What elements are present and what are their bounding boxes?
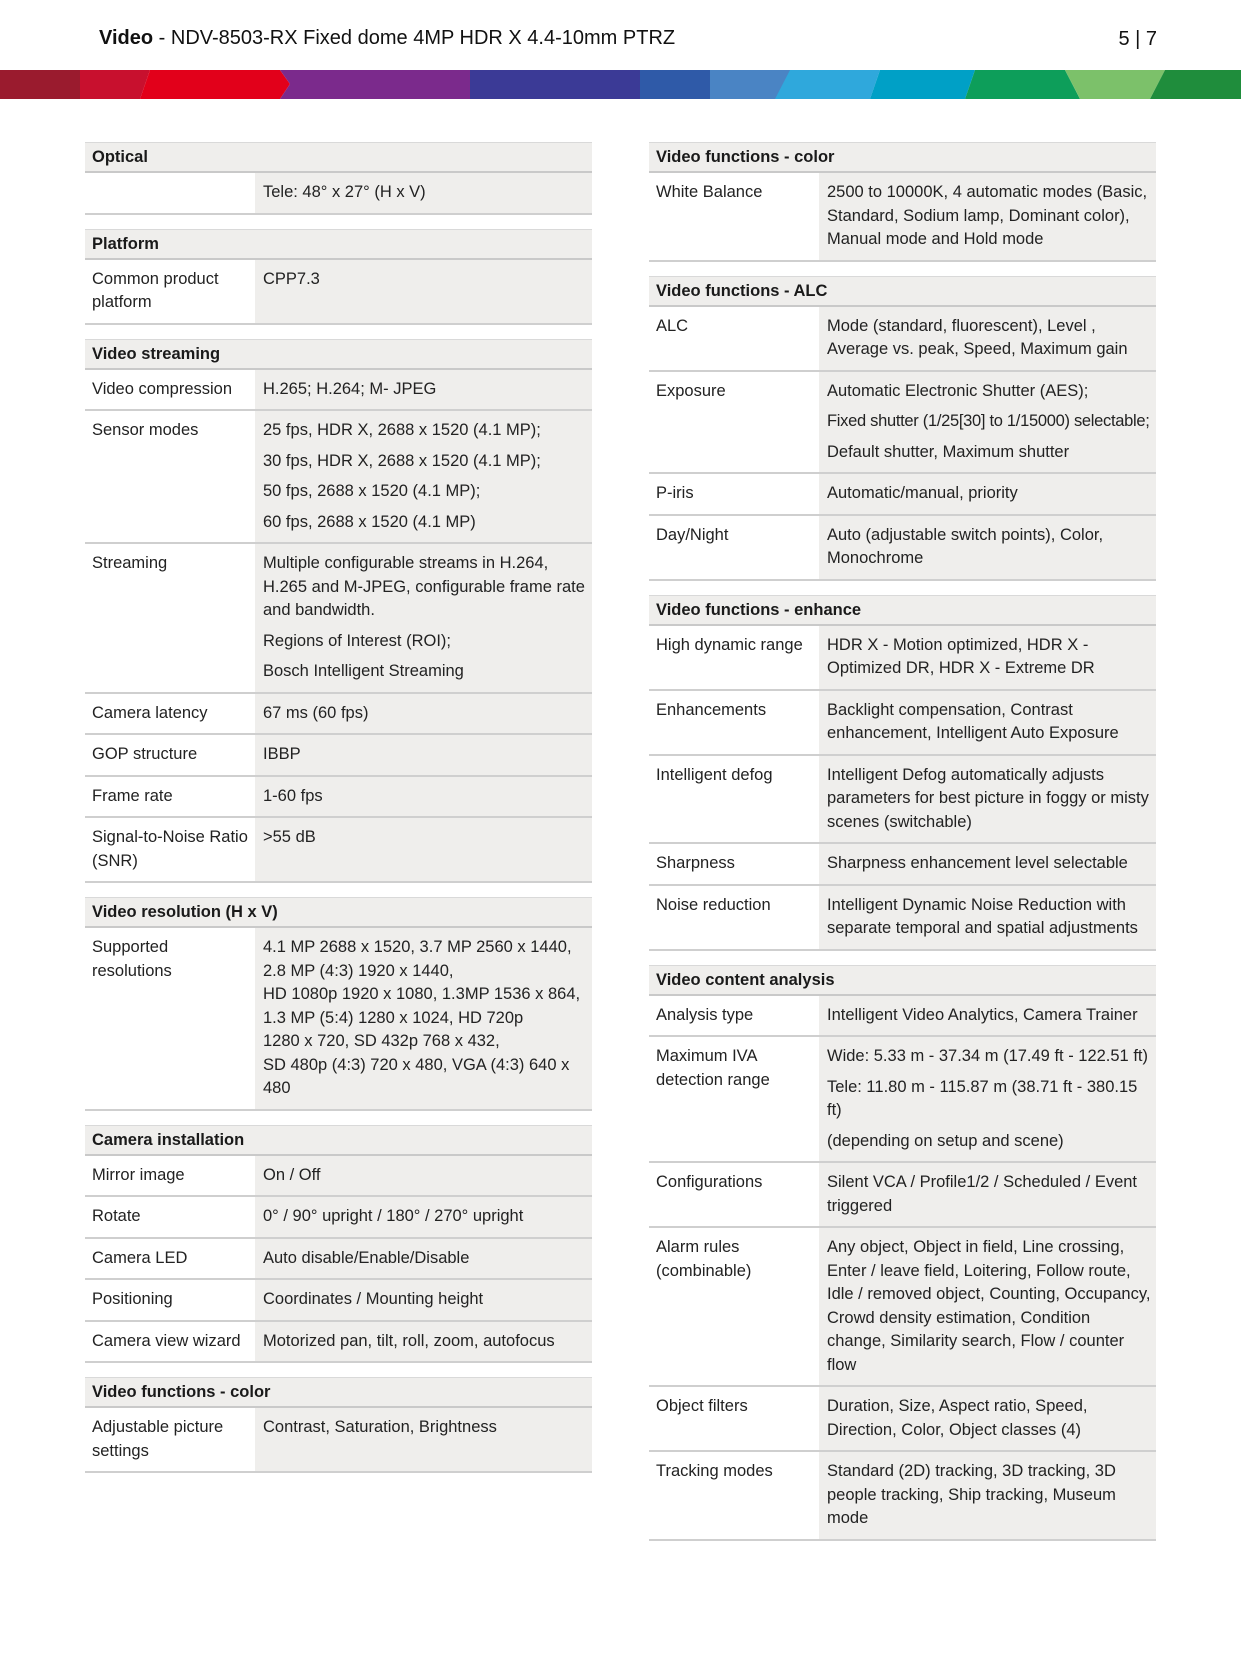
section-video-content-analysis <box>649 965 1156 1541</box>
spec-row <box>85 544 592 694</box>
spec-label: Object filters <box>649 1387 819 1450</box>
spec-row <box>85 735 592 777</box>
spec-value: 4.1 MP 2688 x 1520, 3.7 MP 2560 x 1440, 2.8 MP (4:3) 1920 x 1440, HD 1080p 1920 x 1080, 1.3MP 1536 x 864, 1.3 MP (5:4) 1280 x 1024, HD 720p 1280 x 720, SD 432p 768 x 432, SD 480p (4:3) 720 x 480, VGA (4:3) 640 x 480 <box>255 928 592 1109</box>
spec-row <box>649 474 1156 516</box>
spec-value: Intelligent Dynamic Noise Reduction with separate temporal and spatial adjustments <box>819 886 1156 949</box>
spec-row <box>649 1387 1156 1452</box>
spec-row <box>649 1037 1156 1163</box>
band-segment <box>1065 70 1165 99</box>
spec-row <box>85 173 592 215</box>
spec-label: Common product platform <box>85 260 255 323</box>
section-video-streaming <box>85 339 592 884</box>
spec-row <box>85 1239 592 1281</box>
section-platform <box>85 229 592 325</box>
section-title: Video streaming <box>85 339 592 370</box>
spec-row <box>649 307 1156 372</box>
spec-value: Automatic Electronic Shutter (AES); Fixed shutter (1/25[30] to 1/15000) selectable; Default shutter, Maximum shutter <box>819 372 1156 473</box>
spec-value: Multiple configurable streams in H.264, H.265 and M-JPEG, configurable frame rate and bandwidth. Regions of Interest (ROI); Bosch Intelligent Streaming <box>255 544 592 692</box>
spec-value: Duration, Size, Aspect ratio, Speed, Direction, Color, Object classes (4) <box>819 1387 1156 1450</box>
spec-value: 1-60 fps <box>255 777 592 817</box>
spec-value: On / Off <box>255 1156 592 1196</box>
spec-value: Wide: 5.33 m - 37.34 m (17.49 ft - 122.51 ft) Tele: 11.80 m - 115.87 m (38.71 ft - 380.15 ft) (depending on setup and scene) <box>819 1037 1156 1161</box>
page-number: 5 | 7 <box>1118 28 1157 50</box>
section-title: Video content analysis <box>649 965 1156 996</box>
band-segment <box>280 70 470 99</box>
section-video-resolution <box>85 897 592 1111</box>
spec-row <box>85 370 592 412</box>
spec-row <box>649 844 1156 886</box>
spec-label: Signal-to-Noise Ratio (SNR) <box>85 818 255 881</box>
spec-label: Mirror image <box>85 1156 255 1196</box>
band-segment <box>775 70 880 99</box>
spec-value: Coordinates / Mounting height <box>255 1280 592 1320</box>
spec-row <box>649 996 1156 1038</box>
spec-label: Sharpness <box>649 844 819 884</box>
header-section: Video <box>99 27 154 49</box>
spec-label: Analysis type <box>649 996 819 1036</box>
section-title: Optical <box>85 142 592 173</box>
spec-label: Configurations <box>649 1163 819 1226</box>
spec-label: Alarm rules (combinable) <box>649 1228 819 1385</box>
spec-row <box>649 516 1156 581</box>
section-video-functions-color <box>649 142 1156 262</box>
left-column <box>85 142 592 1487</box>
spec-row <box>649 1228 1156 1387</box>
spec-row <box>85 777 592 819</box>
section-title: Video resolution (H x V) <box>85 897 592 928</box>
spec-label: Video compression <box>85 370 255 410</box>
spec-label: GOP structure <box>85 735 255 775</box>
spec-row <box>649 372 1156 475</box>
section-title: Camera installation <box>85 1125 592 1156</box>
spec-label: Adjustable picture settings <box>85 1408 255 1471</box>
spec-row <box>85 928 592 1111</box>
spec-label: Streaming <box>85 544 255 692</box>
spec-value: Mode (standard, fluorescent), Level , Average vs. peak, Speed, Maximum gain <box>819 307 1156 370</box>
spec-row <box>649 886 1156 951</box>
spec-label: Intelligent defog <box>649 756 819 843</box>
section-title: Video functions - enhance <box>649 595 1156 626</box>
spec-value: Motorized pan, tilt, roll, zoom, autofocus <box>255 1322 592 1362</box>
spec-value: >55 dB <box>255 818 592 881</box>
spec-value: Intelligent Defog automatically adjusts parameters for best picture in foggy or misty scenes (switchable) <box>819 756 1156 843</box>
band-segment <box>1150 70 1241 99</box>
brand-color-band <box>0 70 1241 99</box>
spec-value: 25 fps, HDR X, 2688 x 1520 (4.1 MP); 30 fps, HDR X, 2688 x 1520 (4.1 MP); 50 fps, 2688 x 1520 (4.1 MP); 60 fps, 2688 x 1520 (4.1 MP) <box>255 411 592 542</box>
spec-value: Backlight compensation, Contrast enhancement, Intelligent Auto Exposure <box>819 691 1156 754</box>
band-segment <box>0 70 80 99</box>
section-title: Platform <box>85 229 592 260</box>
spec-label: Rotate <box>85 1197 255 1237</box>
band-segment <box>80 70 150 99</box>
spec-row <box>649 626 1156 691</box>
section-video-functions-enhance <box>649 595 1156 951</box>
band-segment <box>870 70 975 99</box>
spec-label: ALC <box>649 307 819 370</box>
spec-label: Positioning <box>85 1280 255 1320</box>
spec-row <box>85 1408 592 1473</box>
spec-value: Tele: 48° x 27° (H x V) <box>255 173 592 213</box>
spec-row <box>85 1280 592 1322</box>
spec-label: Camera latency <box>85 694 255 734</box>
page-header <box>0 0 1241 70</box>
spec-label: Camera view wizard <box>85 1322 255 1362</box>
spec-label: Noise reduction <box>649 886 819 949</box>
spec-label: High dynamic range <box>649 626 819 689</box>
spec-value: Any object, Object in field, Line crossing, Enter / leave field, Loitering, Follow route, Idle / removed object, Counting, Occupancy, Crowd density estimation, Condition change, Similarity search, Flow / counter flow <box>819 1228 1156 1385</box>
spec-label: Maximum IVA detection range <box>649 1037 819 1161</box>
spec-row <box>649 173 1156 262</box>
spec-label: Camera LED <box>85 1239 255 1279</box>
section-title: Video functions - ALC <box>649 276 1156 307</box>
spec-value: Auto disable/Enable/Disable <box>255 1239 592 1279</box>
spec-label: White Balance <box>649 173 819 260</box>
spec-value: 0° / 90° upright / 180° / 270° upright <box>255 1197 592 1237</box>
spec-row <box>85 260 592 325</box>
spec-row <box>85 694 592 736</box>
band-segment <box>470 70 640 99</box>
spec-row <box>85 818 592 883</box>
spec-value: Intelligent Video Analytics, Camera Trainer <box>819 996 1156 1036</box>
section-title: Video functions - color <box>85 1377 592 1408</box>
spec-label: Day/Night <box>649 516 819 579</box>
spec-value: Automatic/manual, priority <box>819 474 1156 514</box>
section-title: Video functions - color <box>649 142 1156 173</box>
spec-value: IBBP <box>255 735 592 775</box>
spec-label: Tracking modes <box>649 1452 819 1539</box>
spec-label <box>85 173 255 213</box>
spec-label: Enhancements <box>649 691 819 754</box>
band-segment <box>640 70 710 99</box>
right-column <box>649 142 1156 1555</box>
spec-value: Standard (2D) tracking, 3D tracking, 3D people tracking, Ship tracking, Museum mode <box>819 1452 1156 1539</box>
spec-row <box>85 1197 592 1239</box>
spec-value: 67 ms (60 fps) <box>255 694 592 734</box>
spec-row <box>85 1322 592 1364</box>
spec-row <box>85 1156 592 1198</box>
spec-value: HDR X - Motion optimized, HDR X - Optimized DR, HDR X - Extreme DR <box>819 626 1156 689</box>
spec-value: Sharpness enhancement level selectable <box>819 844 1156 884</box>
spec-value: Auto (adjustable switch points), Color, Monochrome <box>819 516 1156 579</box>
section-video-functions-color-left <box>85 1377 592 1473</box>
band-segment <box>965 70 1080 99</box>
header-title <box>99 27 675 50</box>
header-product: NDV-8503-RX Fixed dome 4MP HDR X 4.4-10mm PTRZ <box>170 27 676 49</box>
spec-value: Contrast, Saturation, Brightness <box>255 1408 592 1471</box>
spec-value: 2500 to 10000K, 4 automatic modes (Basic, Standard, Sodium lamp, Dominant color), Manual mode and Hold mode <box>819 173 1156 260</box>
section-camera-installation <box>85 1125 592 1364</box>
spec-label: Supported resolutions <box>85 928 255 1109</box>
header-separator: - <box>153 27 171 49</box>
section-optical <box>85 142 592 215</box>
spec-label: P-iris <box>649 474 819 514</box>
band-segment <box>140 70 290 99</box>
spec-value: CPP7.3 <box>255 260 592 323</box>
spec-row <box>649 691 1156 756</box>
spec-value: Silent VCA / Profile1/2 / Scheduled / Event triggered <box>819 1163 1156 1226</box>
spec-row <box>85 411 592 544</box>
spec-row <box>649 756 1156 845</box>
spec-label: Sensor modes <box>85 411 255 542</box>
spec-value: H.265; H.264; M- JPEG <box>255 370 592 410</box>
spec-label: Frame rate <box>85 777 255 817</box>
spec-row <box>649 1163 1156 1228</box>
spec-label: Exposure <box>649 372 819 473</box>
spec-row <box>649 1452 1156 1541</box>
section-video-functions-alc <box>649 276 1156 581</box>
